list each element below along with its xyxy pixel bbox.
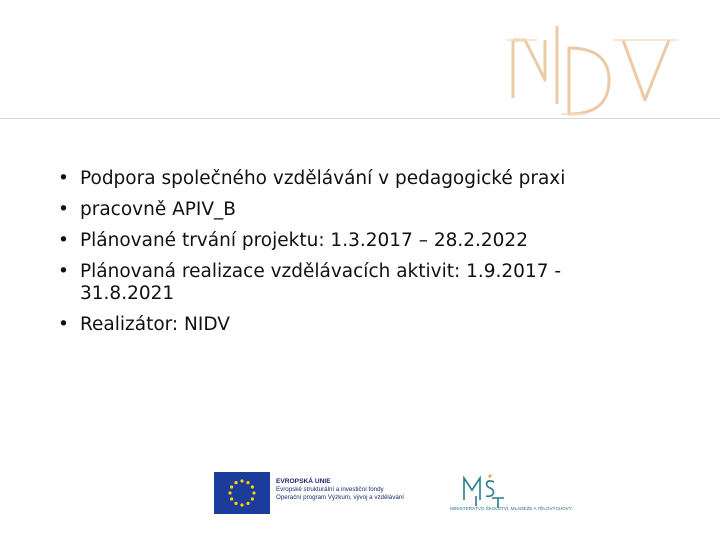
list-item <box>58 314 618 336</box>
bullet-text: Plánovaná realizace vzdělávacích aktivit: 1.9.2017 - 31.8.2021 <box>80 261 562 304</box>
bullet-icon: • <box>58 168 69 189</box>
list-item <box>58 230 618 252</box>
bullet-text: pracovně APIV_B <box>80 199 236 220</box>
bullet-text: Plánované trvání projektu: 1.3.2017 – 28.2.2022 <box>80 230 528 251</box>
msmt-caption: MINISTERSTVO ŠKOLSTVÍ, MLÁDEŽE A TĚLOVÝCHOVY <box>450 506 572 511</box>
eu-flag-icon <box>214 472 270 514</box>
footer-logos <box>210 466 572 524</box>
eu-caption <box>276 478 446 502</box>
eu-stars-icon <box>214 472 270 514</box>
list-item <box>58 199 618 221</box>
nidv-logo <box>505 18 680 128</box>
bullet-list <box>58 168 618 345</box>
bullet-icon: • <box>58 199 69 220</box>
bullet-icon: • <box>58 230 69 251</box>
list-item <box>58 261 618 305</box>
bullet-text: Realizátor: NIDV <box>80 314 230 335</box>
eu-programme: Operační program Výzkum, vývoj a vzdělávání <box>276 494 404 501</box>
bullet-icon: • <box>58 314 69 335</box>
list-item <box>58 168 618 190</box>
eu-title: EVROPSKÁ UNIE <box>276 478 331 485</box>
eu-subtitle: Evropské strukturální a investiční fondy <box>276 486 384 493</box>
bullet-text: Podpora společného vzdělávání v pedagogické praxi <box>80 168 566 189</box>
bullet-icon: • <box>58 261 69 282</box>
